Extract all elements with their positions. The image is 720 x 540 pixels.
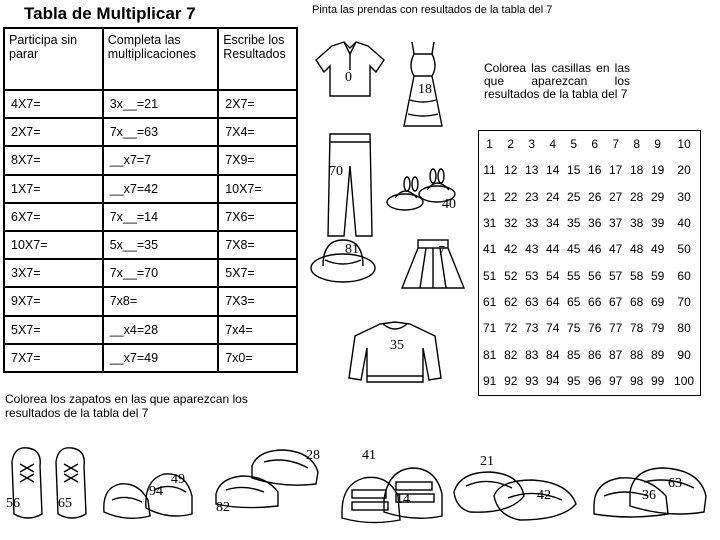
grid-cell[interactable]: 14 (546, 163, 560, 178)
velcro-b-number: 14 (396, 492, 410, 507)
grid-cell[interactable]: 48 (629, 242, 644, 257)
exercise-cell[interactable]: 7x0= (218, 344, 297, 372)
grid-cell[interactable]: 2 (507, 136, 515, 151)
grid-cell[interactable]: 66 (588, 294, 602, 309)
exercise-cell[interactable]: 6X7= (4, 203, 103, 231)
grid-cell[interactable]: 71 (482, 321, 497, 336)
grid-cell[interactable]: 92 (504, 374, 518, 389)
exercise-cell[interactable]: 4X7= (4, 90, 103, 118)
grid-cell[interactable]: 63 (525, 294, 539, 309)
shoes-instruction: Colorea los zapatos en las que aparezcan los resultados de la tabla del 7 (5, 392, 248, 420)
grid-cell[interactable]: 78 (629, 321, 644, 336)
grid-cell[interactable]: 81 (482, 347, 497, 362)
table-row (4, 203, 297, 231)
header-escribe: Escribe los Resultados (218, 28, 297, 90)
table-row (4, 118, 297, 146)
skirt-icon[interactable] (398, 238, 468, 293)
exercise-cell[interactable]: 5x__=35 (103, 231, 218, 259)
grid-cell[interactable]: 51 (482, 268, 497, 283)
grid-cell[interactable]: 36 (588, 216, 602, 231)
grid-cell[interactable]: 15 (567, 163, 581, 178)
grid-cell[interactable]: 31 (482, 216, 497, 231)
grid-cell[interactable]: 97 (609, 374, 623, 389)
exercise-cell[interactable]: 10X7= (4, 231, 103, 259)
grid-cell[interactable]: 69 (650, 294, 665, 309)
grid-cell[interactable]: 70 (677, 294, 691, 309)
grid-cell[interactable]: 49 (650, 242, 665, 257)
exercise-cell[interactable]: 8X7= (4, 146, 103, 174)
dress-number: 18 (418, 82, 432, 97)
grid-cell[interactable]: 3 (528, 136, 536, 151)
exercise-cell[interactable]: 5X7= (4, 316, 103, 344)
sneaker-left-number: 56 (6, 496, 20, 511)
grid-row (479, 316, 701, 342)
grid-cell[interactable]: 84 (546, 347, 560, 362)
grid-cell[interactable]: 87 (609, 347, 623, 362)
exercise-cell[interactable]: __x4=28 (103, 316, 218, 344)
grid-cell[interactable]: 35 (567, 216, 581, 231)
table-row (4, 344, 297, 372)
grid-cell[interactable]: 88 (629, 347, 644, 362)
exercise-cell[interactable]: 2X7= (4, 118, 103, 146)
grid-cell[interactable]: 56 (588, 268, 602, 283)
grid-cell[interactable]: 46 (588, 242, 602, 257)
grid-cell[interactable]: 18 (629, 163, 644, 178)
baby-shoe-b-number: 49 (171, 472, 185, 487)
header-participa: Participa sin parar (4, 28, 103, 90)
grid-cell[interactable]: 42 (504, 242, 518, 257)
grid-cell[interactable]: 62 (504, 294, 518, 309)
exercise-cell[interactable]: 7X6= (218, 203, 297, 231)
grid-cell[interactable]: 58 (629, 268, 644, 283)
grid-cell[interactable]: 67 (609, 294, 623, 309)
grid-cell[interactable]: 26 (588, 189, 602, 204)
grid-cell[interactable]: 9 (654, 136, 661, 151)
exercise-cell[interactable]: __x7=49 (103, 344, 218, 372)
exercise-cell[interactable]: 10X7= (218, 175, 297, 203)
grid-cell[interactable]: 64 (546, 294, 560, 309)
grid-cell[interactable]: 1 (486, 136, 493, 151)
loafer-b-number: 82 (216, 500, 230, 515)
grid-cell[interactable]: 13 (525, 163, 539, 178)
grid-cell[interactable]: 17 (609, 163, 623, 178)
grid-cell[interactable]: 99 (650, 374, 665, 389)
velcro-shoes-icon[interactable] (338, 460, 448, 528)
grid-cell[interactable]: 23 (525, 189, 539, 204)
table-row (4, 287, 297, 315)
grid-cell[interactable]: 100 (674, 374, 695, 389)
grid-cell[interactable]: 96 (588, 374, 602, 389)
slipon-a-number: 36 (642, 488, 656, 503)
table-row (4, 316, 297, 344)
grid-row (479, 368, 701, 395)
grid-cell[interactable]: 50 (677, 242, 691, 257)
exercise-cell[interactable]: 7X7= (4, 344, 103, 372)
grid-row (479, 158, 701, 184)
grid-cell[interactable]: 95 (567, 374, 581, 389)
grid-row (479, 210, 701, 236)
exercise-cell[interactable]: 7X4= (218, 118, 297, 146)
grid-cell[interactable]: 38 (629, 216, 644, 231)
grid-cell[interactable]: 21 (482, 189, 497, 204)
grid-cell[interactable]: 60 (677, 268, 691, 283)
shirt-number: 0 (345, 70, 352, 85)
page-title: Tabla de Multiplicar 7 (24, 4, 196, 23)
grid-cell[interactable]: 61 (482, 294, 497, 309)
grid-cell[interactable]: 94 (546, 374, 560, 389)
grid-cell[interactable]: 54 (546, 268, 560, 283)
clothes-instruction: Pinta las prendas con resultados de la tabla del 7 (312, 4, 553, 16)
grid-row (479, 289, 701, 315)
grid-cell[interactable]: 5 (570, 136, 578, 151)
grid-cell[interactable]: 76 (588, 321, 602, 336)
grid-instruction: Colorea las casillas en las que aparezcan los resultados de la tabla del 7 (484, 61, 630, 101)
grid-cell[interactable]: 59 (650, 268, 665, 283)
exercise-cell[interactable]: 7x__=70 (103, 259, 218, 287)
number-grid (478, 130, 701, 396)
grid-row (479, 184, 701, 210)
table-row (4, 175, 297, 203)
grid-cell[interactable]: 53 (525, 268, 539, 283)
grid-cell[interactable]: 89 (650, 347, 665, 362)
grid-cell[interactable]: 25 (567, 189, 581, 204)
loafer-a-number: 28 (306, 448, 320, 463)
baby-shoe-a-number: 94 (149, 484, 163, 499)
grid-cell[interactable]: 43 (525, 242, 539, 257)
hat-icon[interactable] (308, 232, 378, 287)
grid-cell[interactable]: 39 (650, 216, 665, 231)
grid-cell[interactable]: 47 (609, 242, 623, 257)
grid-cell[interactable]: 52 (504, 268, 518, 283)
grid-cell[interactable]: 10 (677, 136, 691, 151)
grid-cell[interactable]: 75 (567, 321, 581, 336)
grid-cell[interactable]: 72 (504, 321, 518, 336)
grid-cell[interactable]: 90 (677, 347, 691, 362)
grid-cell[interactable]: 83 (525, 347, 539, 362)
grid-cell[interactable]: 11 (483, 163, 496, 178)
sweater-number: 35 (390, 338, 404, 353)
exercise-cell[interactable]: __x7=7 (103, 146, 218, 174)
exercise-cell[interactable]: 3x__=21 (103, 90, 218, 118)
table-row (4, 90, 297, 118)
grid-cell[interactable]: 6 (591, 136, 599, 151)
velcro-a-number: 41 (362, 448, 376, 463)
grid-cell[interactable]: 85 (567, 347, 581, 362)
exercise-cell[interactable]: 7x4= (218, 316, 297, 344)
grid-cell[interactable]: 68 (629, 294, 644, 309)
grid-cell[interactable]: 37 (609, 216, 623, 231)
sandals-icon[interactable] (450, 462, 580, 524)
exercise-cell[interactable]: 3X7= (4, 259, 103, 287)
pants-icon[interactable] (320, 130, 380, 240)
sandal-a-number: 21 (480, 454, 494, 469)
exercise-cell[interactable]: 5X7= (218, 259, 297, 287)
grid-cell[interactable]: 44 (546, 242, 560, 257)
grid-cell[interactable]: 91 (482, 374, 497, 389)
exercise-cell[interactable]: 7x8= (103, 287, 218, 315)
grid-cell[interactable]: 73 (525, 321, 539, 336)
table-row (4, 259, 297, 287)
grid-cell[interactable]: 86 (588, 347, 602, 362)
grid-cell[interactable]: 93 (525, 374, 539, 389)
grid-cell[interactable]: 16 (588, 163, 602, 178)
grid-cell[interactable]: 30 (677, 189, 691, 204)
pants-number: 70 (329, 164, 343, 179)
exercise-cell[interactable]: 7X9= (218, 146, 297, 174)
grid-cell[interactable]: 7 (612, 136, 620, 151)
grid-cell[interactable]: 19 (650, 163, 665, 178)
exercise-cell[interactable]: 7X8= (218, 231, 297, 259)
sandal-b-number: 42 (537, 488, 551, 503)
table-row (4, 146, 297, 174)
grid-cell[interactable]: 82 (504, 347, 518, 362)
grid-cell[interactable]: 24 (546, 189, 560, 204)
multiplication-table (3, 27, 298, 373)
grid-row (479, 263, 701, 289)
exercise-cell[interactable]: __x7=42 (103, 175, 218, 203)
grid-row (479, 237, 701, 263)
exercise-cell[interactable]: 2X7= (218, 90, 297, 118)
header-completa: Completa las multiplicaciones (103, 28, 218, 90)
grid-cell[interactable]: 55 (567, 268, 581, 283)
slipon-b-number: 63 (668, 476, 682, 491)
grid-cell[interactable]: 80 (677, 321, 691, 336)
grid-cell[interactable]: 45 (567, 242, 581, 257)
grid-cell[interactable]: 77 (609, 321, 623, 336)
grid-cell[interactable]: 29 (650, 189, 665, 204)
grid-cell[interactable]: 40 (677, 216, 691, 231)
grid-cell[interactable]: 22 (504, 189, 518, 204)
grid-cell[interactable]: 32 (504, 216, 518, 231)
grid-cell[interactable]: 34 (546, 216, 560, 231)
grid-cell[interactable]: 12 (504, 163, 518, 178)
exercise-cell[interactable]: 7x__=14 (103, 203, 218, 231)
sneaker-right-number: 65 (58, 496, 72, 511)
baby-shoes-icon[interactable] (98, 460, 198, 522)
slippers-number: 40 (442, 197, 456, 212)
skirt-number: 7 (438, 244, 445, 259)
grid-row (479, 342, 701, 368)
grid-cell[interactable]: 65 (567, 294, 581, 309)
grid-cell[interactable]: 4 (549, 136, 557, 151)
table-row (4, 231, 297, 259)
grid-cell[interactable]: 27 (609, 189, 623, 204)
grid-row (479, 131, 701, 158)
grid-cell[interactable]: 20 (677, 163, 691, 178)
grid-cell[interactable]: 79 (650, 321, 665, 336)
grid-cell[interactable]: 57 (609, 268, 623, 283)
exercise-cell[interactable]: 7x__=63 (103, 118, 218, 146)
grid-cell[interactable]: 98 (629, 374, 644, 389)
grid-cell[interactable]: 8 (633, 136, 640, 151)
grid-cell[interactable]: 41 (482, 242, 497, 257)
exercise-cell[interactable]: 1X7= (4, 175, 103, 203)
grid-cell[interactable]: 33 (525, 216, 539, 231)
exercise-cell[interactable]: 7X3= (218, 287, 297, 315)
grid-cell[interactable]: 74 (546, 321, 560, 336)
grid-cell[interactable]: 28 (629, 189, 644, 204)
exercise-cell[interactable]: 9X7= (4, 287, 103, 315)
hat-number: 81 (345, 242, 359, 257)
